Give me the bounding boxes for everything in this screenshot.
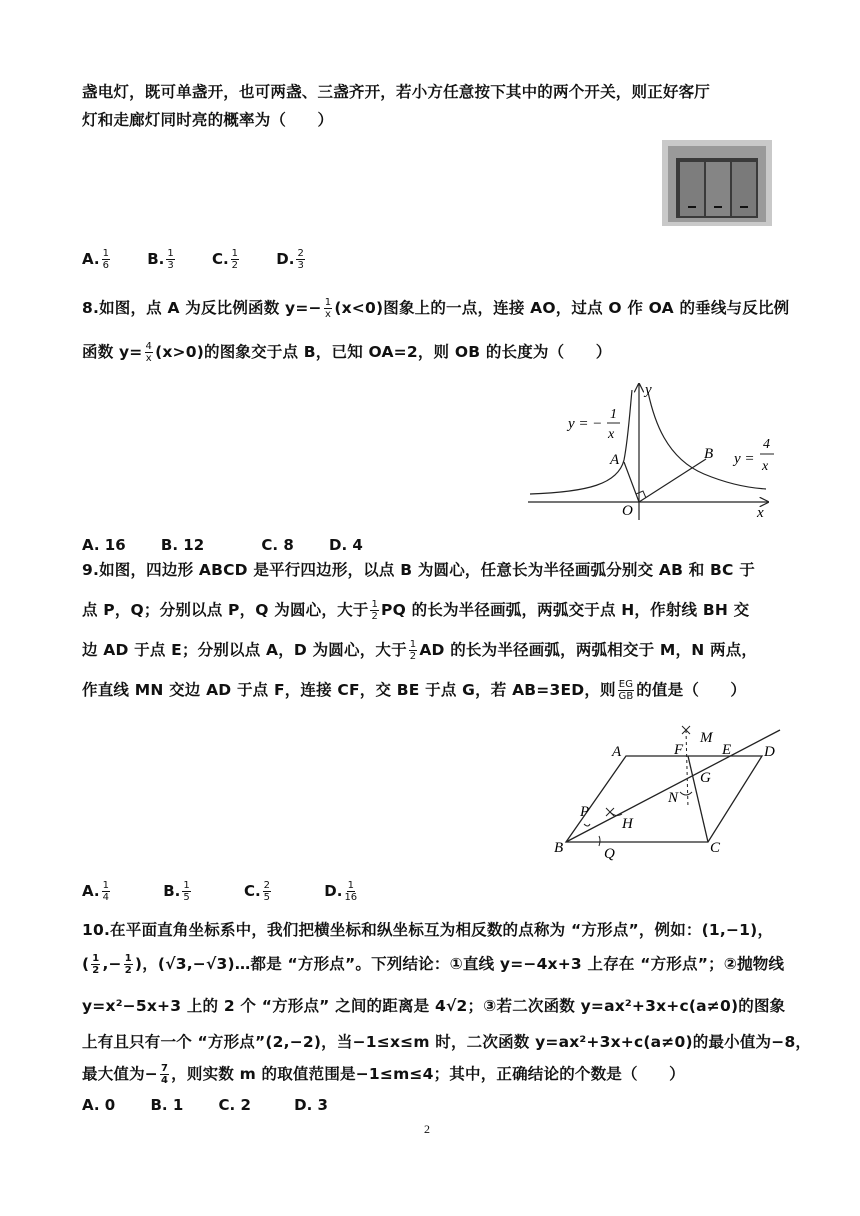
q7-option-d[interactable]: D. $\frac{2}{3}$ xyxy=(276,248,304,271)
y-axis-label: y xyxy=(645,382,652,398)
point-b-label: B xyxy=(704,446,714,462)
point-h-label: H xyxy=(622,816,633,832)
right-function-den: x xyxy=(762,459,769,474)
q10-line3: y=x²−5x+3 上的 2 个 “方形点” 之间的距离是 4√2；③若二次函数 y=ax²+3x+c(a≠0)的图象 xyxy=(82,997,786,1015)
q8-line1: 8.如图，点 A 为反比例函数 y=− $\frac{1}{x}$ (x<0)图象上的一点，连接 AO，过点 O 作 OA 的垂线与反比例 xyxy=(82,297,790,320)
q8-options xyxy=(82,536,393,554)
q9-line4: 作直线 MN 交边 AD 于点 F，连接 CF，交 BE 于点 G，若 AB=3ED，则 $\frac{EG}{GB}$ 的值是（ ） xyxy=(82,679,747,702)
ray-bh xyxy=(566,730,780,842)
q9-parallelogram-figure xyxy=(552,720,792,862)
q8-option-c[interactable]: C. 8 xyxy=(261,536,294,554)
point-c-label: C xyxy=(710,840,721,856)
q8-hyperbola-figure xyxy=(528,380,778,522)
switch-panel-image xyxy=(662,140,772,226)
q8-option-b[interactable]: B. 12 xyxy=(160,536,205,554)
point-m-label: M xyxy=(700,730,713,746)
q10-option-b[interactable]: B. 1 xyxy=(150,1096,184,1114)
page-number: 2 xyxy=(424,1122,430,1136)
q10-line2: ( $\frac{1}{2}$ ,− $\frac{1}{2}$ )，(√3,−√3)…都是 “方形点”。下列结论：①直线 y=−4x+3 上存在 “方形点”；②抛物线 xyxy=(82,953,785,976)
q9-option-d[interactable]: D. $\frac{1}{16}$ xyxy=(324,880,358,903)
q7-option-a[interactable]: A. $\frac{1}{6}$ xyxy=(82,248,109,271)
q8-option-a[interactable]: A. 16 xyxy=(82,536,126,554)
point-d-label: D xyxy=(764,744,775,760)
point-b-label: B xyxy=(554,840,564,856)
right-hyperbola-curve xyxy=(648,392,766,489)
q10-option-c[interactable]: C. 2 xyxy=(218,1096,251,1114)
x-axis-label: x xyxy=(757,505,764,521)
right-function-num: 4 xyxy=(763,437,770,452)
origin-label: O xyxy=(622,503,633,519)
q7-line2: 灯和走廊灯同时亮的概率为（ ） xyxy=(82,111,334,129)
point-p-label: P xyxy=(580,804,590,820)
h-cross-mark xyxy=(606,808,614,816)
q9-option-b[interactable]: B. $\frac{1}{5}$ xyxy=(163,880,190,903)
q10-line5: 最大值为− $\frac{7}{4}$ ，则实数 m 的取值范围是−1≤m≤4；其中，正确结论的个数是（ ） xyxy=(82,1063,685,1086)
point-n-label: N xyxy=(668,790,679,806)
q10-options xyxy=(82,1096,358,1114)
left-function-num: 1 xyxy=(610,407,617,422)
q10-option-a[interactable]: A. 0 xyxy=(82,1096,116,1114)
point-f-label: F xyxy=(674,742,684,758)
arc-q xyxy=(599,836,600,846)
arc-p xyxy=(584,824,590,826)
point-q-label: Q xyxy=(604,846,615,862)
point-e-label: E xyxy=(722,742,732,758)
point-a-label: A xyxy=(612,744,622,760)
q9-line2: 点 P，Q；分别以点 P，Q 为圆心，大于 $\frac{1}{2}$ PQ 的长为半径画弧，两弧交于点 H，作射线 BH 交 xyxy=(82,599,750,622)
right-function-label: y = xyxy=(734,451,755,467)
point-g-label: G xyxy=(700,770,711,786)
q8-option-d[interactable]: D. 4 xyxy=(329,536,363,554)
left-function-den: x xyxy=(608,427,615,442)
q7-option-b[interactable]: B. $\frac{1}{3}$ xyxy=(147,248,174,271)
segment-oa xyxy=(624,462,639,502)
q10-line1: 10.在平面直角坐标系中，我们把横坐标和纵坐标互为相反数的点称为 “方形点”，例如：(1,−1)， xyxy=(82,921,774,939)
left-hyperbola-curve xyxy=(530,390,632,494)
q9-option-a[interactable]: A. $\frac{1}{4}$ xyxy=(82,880,109,903)
line-mn xyxy=(686,730,688,808)
q9-line1: 9.如图，四边形 ABCD 是平行四边形，以点 B 为圆心，任意长为半径画弧分别交 AB 和 BC 于 xyxy=(82,561,755,579)
q10-line4: 上有且只有一个 “方形点”(2,−2)，当−1≤x≤m 时，二次函数 y=ax²+3x+c(a≠0)的最小值为−8， xyxy=(82,1033,812,1051)
q10-option-d[interactable]: D. 3 xyxy=(294,1096,328,1114)
q9-options xyxy=(82,880,389,903)
left-function-label: y = − xyxy=(568,416,603,432)
point-a-label: A xyxy=(610,452,620,468)
q9-option-c[interactable]: C. $\frac{2}{5}$ xyxy=(243,880,271,903)
q7-option-c[interactable]: C. $\frac{1}{2}$ xyxy=(211,248,239,271)
q9-line3: 边 AD 于点 E；分别以点 A，D 为圆心，大于 $\frac{1}{2}$ AD 的长为半径画弧，两弧相交于 M，N 两点， xyxy=(82,639,758,662)
segment-ob xyxy=(639,459,706,502)
q7-options xyxy=(82,248,337,271)
q8-line2: 函数 y= $\frac{4}{x}$ (x>0)的图象交于点 B，已知 OA=2，则 OB 的长度为（ ） xyxy=(82,341,612,364)
q7-line1: 盏电灯，既可单盏开，也可两盏、三盏齐开，若小方任意按下其中的两个开关，则正好客厅 xyxy=(82,83,711,101)
arc-n xyxy=(680,792,692,795)
parallelogram-abcd xyxy=(566,756,762,842)
